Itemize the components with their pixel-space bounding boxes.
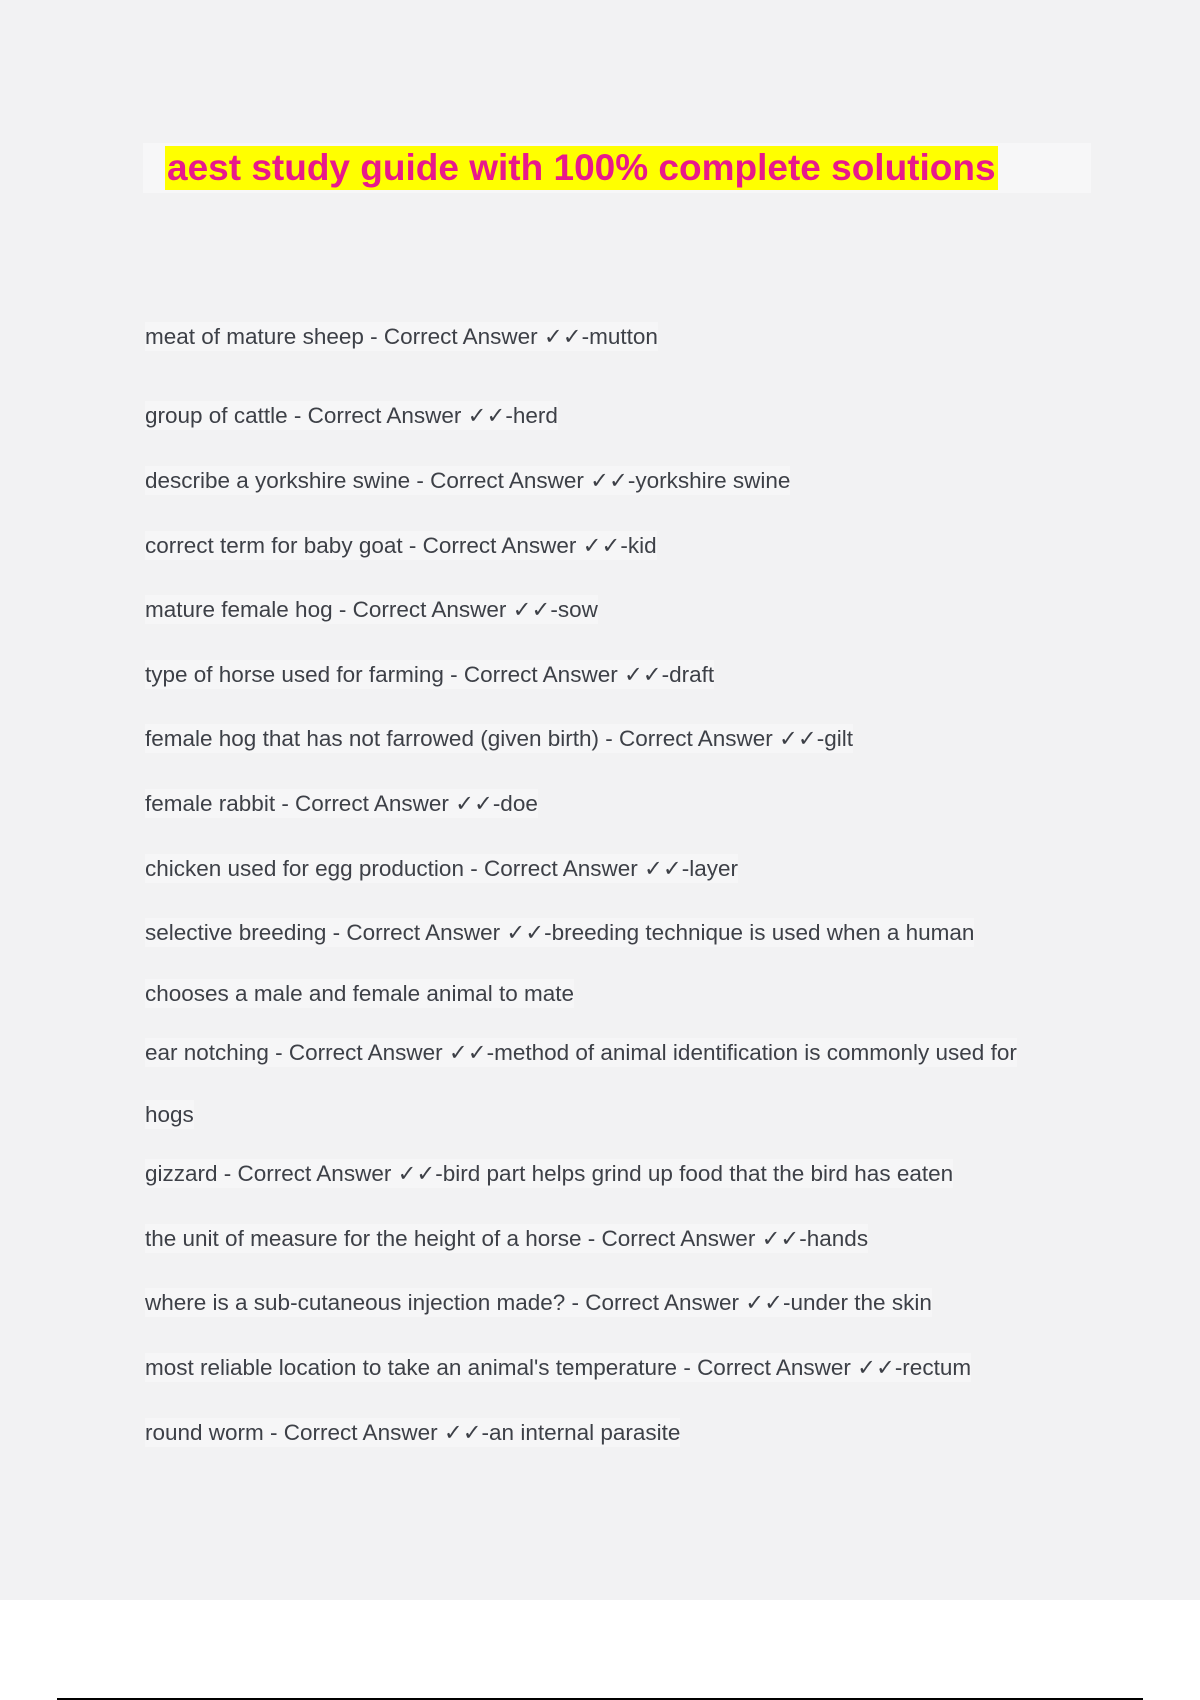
qa-text: round worm - Correct Answer ✓✓-an internal parasite [145, 1420, 681, 1445]
qa-line [145, 531, 657, 561]
qa-text: correct term for baby goat - Correct Answer ✓✓-kid [145, 533, 657, 558]
qa-text: describe a yorkshire swine - Correct Answer ✓✓-yorkshire swine [145, 468, 791, 493]
qa-line [145, 1418, 680, 1448]
qa-text: meat of mature sheep - Correct Answer ✓✓-mutton [145, 324, 658, 349]
qa-text: hogs [145, 1102, 194, 1127]
qa-line [145, 724, 853, 754]
qa-text: group of cattle - Correct Answer ✓✓-herd [145, 403, 558, 428]
qa-text: the unit of measure for the height of a horse - Correct Answer ✓✓-hands [145, 1226, 869, 1251]
qa-line [145, 789, 538, 819]
qa-line [145, 1353, 971, 1383]
qa-line [145, 466, 790, 496]
qa-line [145, 595, 598, 625]
qa-text: chicken used for egg production - Correct Answer ✓✓-layer [145, 856, 738, 881]
qa-text: female rabbit - Correct Answer ✓✓-doe [145, 791, 538, 816]
qa-line [145, 979, 574, 1009]
document-title: aest study guide with 100% complete solutions [167, 147, 996, 188]
qa-line [145, 401, 558, 431]
qa-line [145, 1038, 1017, 1068]
qa-text: where is a sub-cutaneous injection made? - Correct Answer ✓✓-under the skin [145, 1290, 932, 1315]
qa-line [145, 1159, 953, 1189]
qa-text: female hog that has not farrowed (given birth) - Correct Answer ✓✓-gilt [145, 726, 854, 751]
qa-line [145, 660, 714, 690]
qa-text: ear notching - Correct Answer ✓✓-method of animal identification is commonly used for [145, 1040, 1017, 1065]
qa-text: mature female hog - Correct Answer ✓✓-sow [145, 597, 598, 622]
qa-line [145, 322, 658, 352]
qa-line [145, 1288, 932, 1318]
qa-line [145, 1100, 194, 1130]
qa-text: selective breeding - Correct Answer ✓✓-breeding technique is used when a human [145, 920, 975, 945]
qa-text: type of horse used for farming - Correct Answer ✓✓-draft [145, 662, 715, 687]
qa-line [145, 918, 974, 948]
qa-text: most reliable location to take an animal's temperature - Correct Answer ✓✓-rectum [145, 1355, 972, 1380]
qa-line [145, 1224, 868, 1254]
qa-text: gizzard - Correct Answer ✓✓-bird part helps grind up food that the bird has eaten [145, 1161, 954, 1186]
qa-line [145, 854, 738, 884]
qa-text: chooses a male and female animal to mate [145, 981, 574, 1006]
